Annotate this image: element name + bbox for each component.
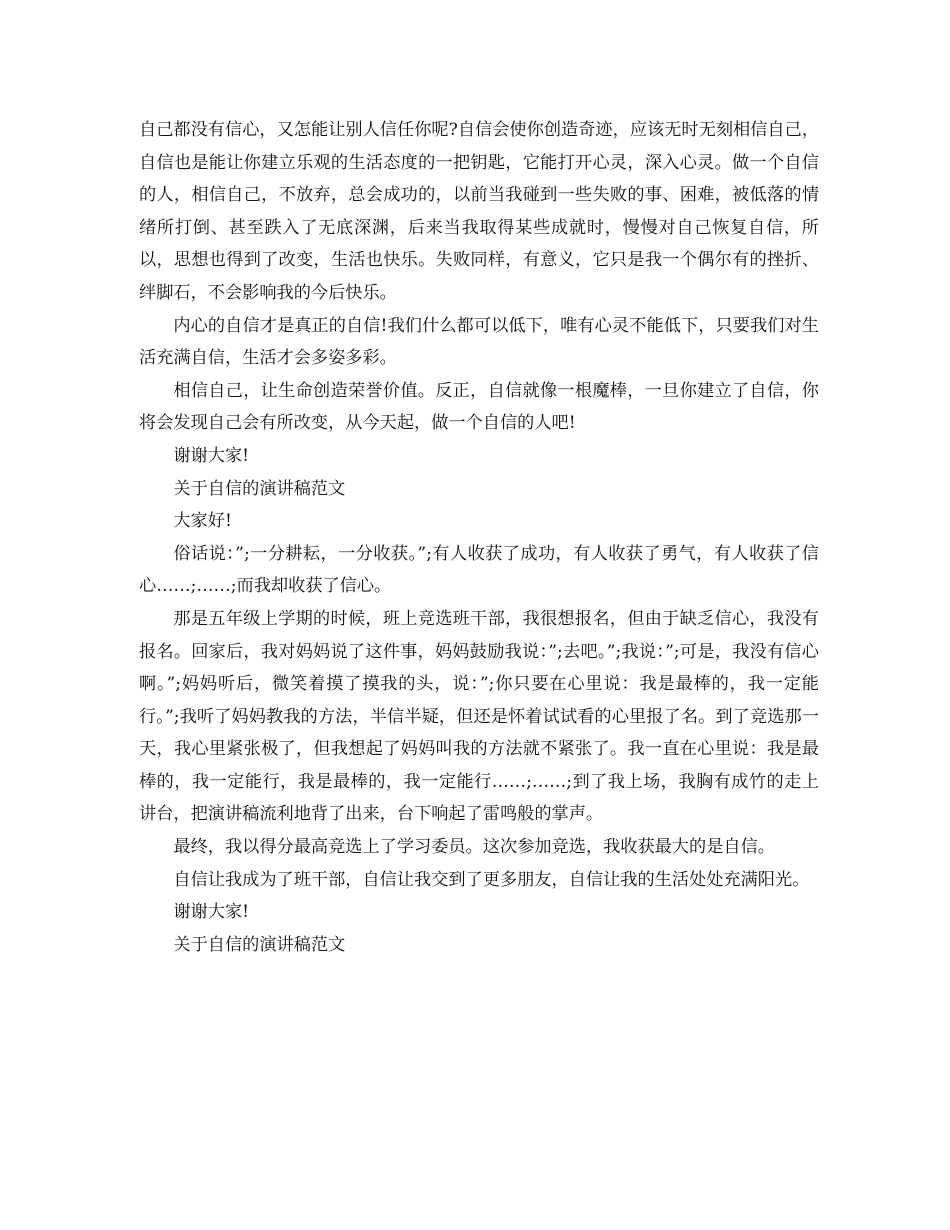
paragraph-story: 那是五年级上学期的时候，班上竞选班干部，我很想报名，但由于缺乏信心，我没有报名。回家后，我对妈妈说了这件事，妈妈鼓励我说：”;去吧。”;我说：”;可是，我没有信心啊。”;妈妈听后，微笑着摸了摸我的头，说：”;你只要在心里说：我是最棒的，我一定能行。”;我听了妈妈教我的方法，半信半疑，但还是怀着试试看的心里报了名。到了竞选那一天，我心里紧张极了，但我想起了妈妈叫我的方法就不紧张了。我一直在心里说：我是最棒的，我一定能行，我是最棒的，我一定能行……;……;到了我上场，我胸有成竹的走上讲台，把演讲稿流利地背了出来，台下响起了雷鸣般的掌声。	[139, 608, 819, 825]
paragraph-result: 最终，我以得分最高竞选上了学习委员。这次参加竞选，我收获最大的是自信。	[173, 837, 775, 858]
paragraph-3: 相信自己，让生命创造荣誉价值。反正，自信就像一根魔棒，一旦你建立了自信，你将会发现自己会有所改变，从今天起，做一个自信的人吧!	[139, 380, 819, 434]
paragraph-conclusion: 自信让我成为了班干部，自信让我交到了更多朋友，自信让我的生活处处充满阳光。	[173, 869, 810, 890]
closing-thanks-2: 谢谢大家!	[173, 902, 250, 923]
greeting: 大家好!	[173, 511, 232, 532]
closing-thanks-1: 谢谢大家!	[173, 445, 250, 466]
section-title-2: 关于自信的演讲稿范文	[173, 934, 346, 955]
section-title-1: 关于自信的演讲稿范文	[173, 478, 346, 499]
paragraph-1: 自己都没有信心，又怎能让别人信任你呢?自信会使你创造奇迹，应该无时无刻相信自己，自信也是能让你建立乐观的生活态度的一把钥匙，它能打开心灵，深入心灵。做一个自信的人，相信自己，不放弃，总会成功的，以前当我碰到一些失败的事、困难，被低落的情绪所打倒、甚至跌入了无底深渊，后来当我取得某些成就时，慢慢对自己恢复自信，所以，思想也得到了改变，生活也快乐。失败同样，有意义，它只是我一个偶尔有的挫折、绊脚石，不会影响我的今后快乐。	[139, 120, 819, 303]
paragraph-2: 内心的自信才是真正的自信!我们什么都可以低下，唯有心灵不能低下，只要我们对生活充满自信，生活才会多姿多彩。	[139, 315, 819, 369]
document-page	[139, 114, 819, 961]
paragraph-proverb: 俗话说：”;一分耕耘，一分收获。”;有人收获了成功，有人收获了勇气，有人收获了信心……;……;而我却收获了信心。	[139, 543, 819, 597]
